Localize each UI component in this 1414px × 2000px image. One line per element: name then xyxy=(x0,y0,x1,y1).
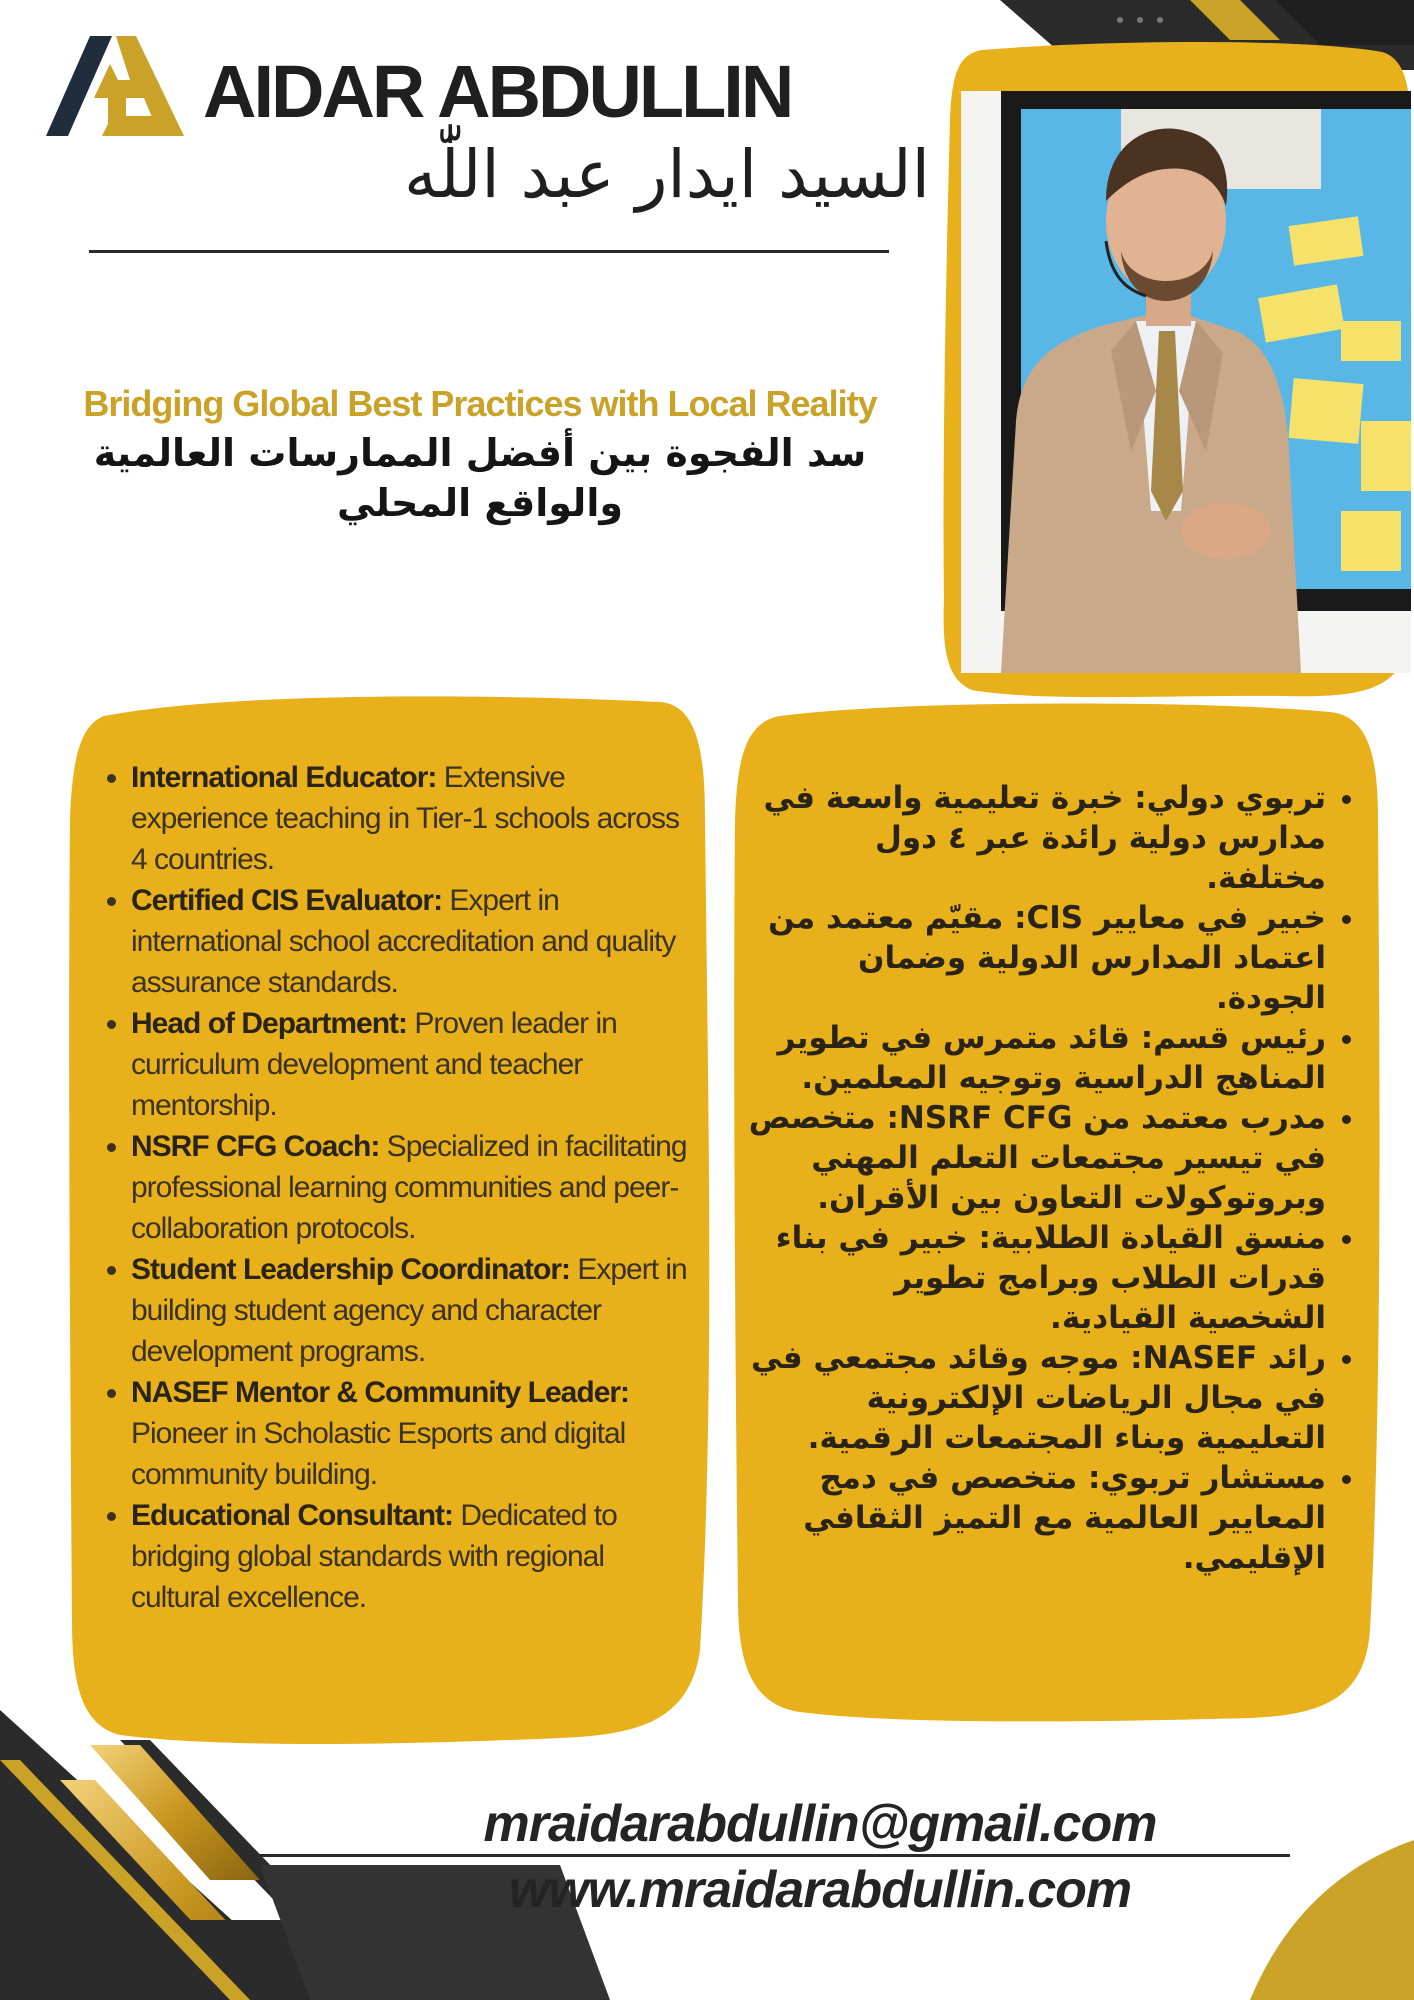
email-link[interactable]: mraidarabdullin@gmail.com xyxy=(483,1795,1157,1853)
list-item: • رائد NASEF: موجه وقائد مجتمعي في في مجال الرياضات الإلكترونية التعليمية وبناء المجتمعات الرقمية. xyxy=(748,1338,1326,1458)
footer-divider xyxy=(258,1854,1290,1857)
list-item: • International Educator: Extensive experience teaching in Tier-1 schools across 4 countries. xyxy=(131,757,693,880)
website-link[interactable]: www.mraidarabdullin.com xyxy=(508,1861,1132,1919)
list-item: • مدرب معتمد من NSRF CFG: متخصص في تيسير مجتمعات التعلم المهني وبروتوكولات التعاون بين الأقران. xyxy=(748,1098,1326,1218)
portrait-photo xyxy=(961,91,1411,673)
tagline-english: Bridging Global Best Practices with Local Reality xyxy=(83,383,877,424)
list-item: • Educational Consultant: Dedicated to bridging global standards with regional cultural excellence. xyxy=(131,1495,693,1618)
roles-arabic-list xyxy=(748,778,1368,1578)
roles-english-list xyxy=(93,757,693,1618)
list-item: • رئيس قسم: قائد متمرس في تطوير المناهج الدراسية وتوجيه المعلمين. xyxy=(748,1018,1326,1098)
list-item: • خبير في معايير CIS: مقيّم معتمد من اعتماد المدارس الدولية وضمان الجودة. xyxy=(748,898,1326,1018)
roles-arabic-panel xyxy=(748,778,1368,1578)
list-item: • NSRF CFG Coach: Specialized in facilitating professional learning communities and peer-collaboration protocols. xyxy=(131,1126,693,1249)
logo-icon xyxy=(44,36,184,140)
list-item: • مستشار تربوي: متخصص في دمج المعايير العالمية مع التميز الثقافي الإقليمي. xyxy=(748,1458,1326,1578)
list-item: • Certified CIS Evaluator: Expert in international school accreditation and quality assurance standards. xyxy=(131,880,693,1003)
name-arabic: السيد ايدار عبد اللّٰه xyxy=(403,136,930,213)
header-divider xyxy=(89,250,889,253)
list-item: • NASEF Mentor & Community Leader: Pioneer in Scholastic Esports and digital community building. xyxy=(131,1372,693,1495)
bottom-right-gold-arc xyxy=(1250,1840,1414,2000)
name-english: AIDAR ABDULLIN xyxy=(203,50,792,133)
list-item: • تربوي دولي: خبرة تعليمية واسعة في مدارس دولية رائدة عبر ٤ دول مختلفة. xyxy=(748,778,1326,898)
list-item: • Student Leadership Coordinator: Expert in building student agency and character development programs. xyxy=(131,1249,693,1372)
list-item: • منسق القيادة الطلابية: خبير في بناء قدرات الطلاب وبرامج تطوير الشخصية القيادية. xyxy=(748,1218,1326,1338)
tagline-arabic: سد الفجوة بين أفضل الممارسات العالمية والواقع المحلي xyxy=(93,431,867,525)
roles-english-panel xyxy=(93,757,693,1618)
list-item: • Head of Department: Proven leader in curriculum development and teacher mentorship. xyxy=(131,1003,693,1126)
